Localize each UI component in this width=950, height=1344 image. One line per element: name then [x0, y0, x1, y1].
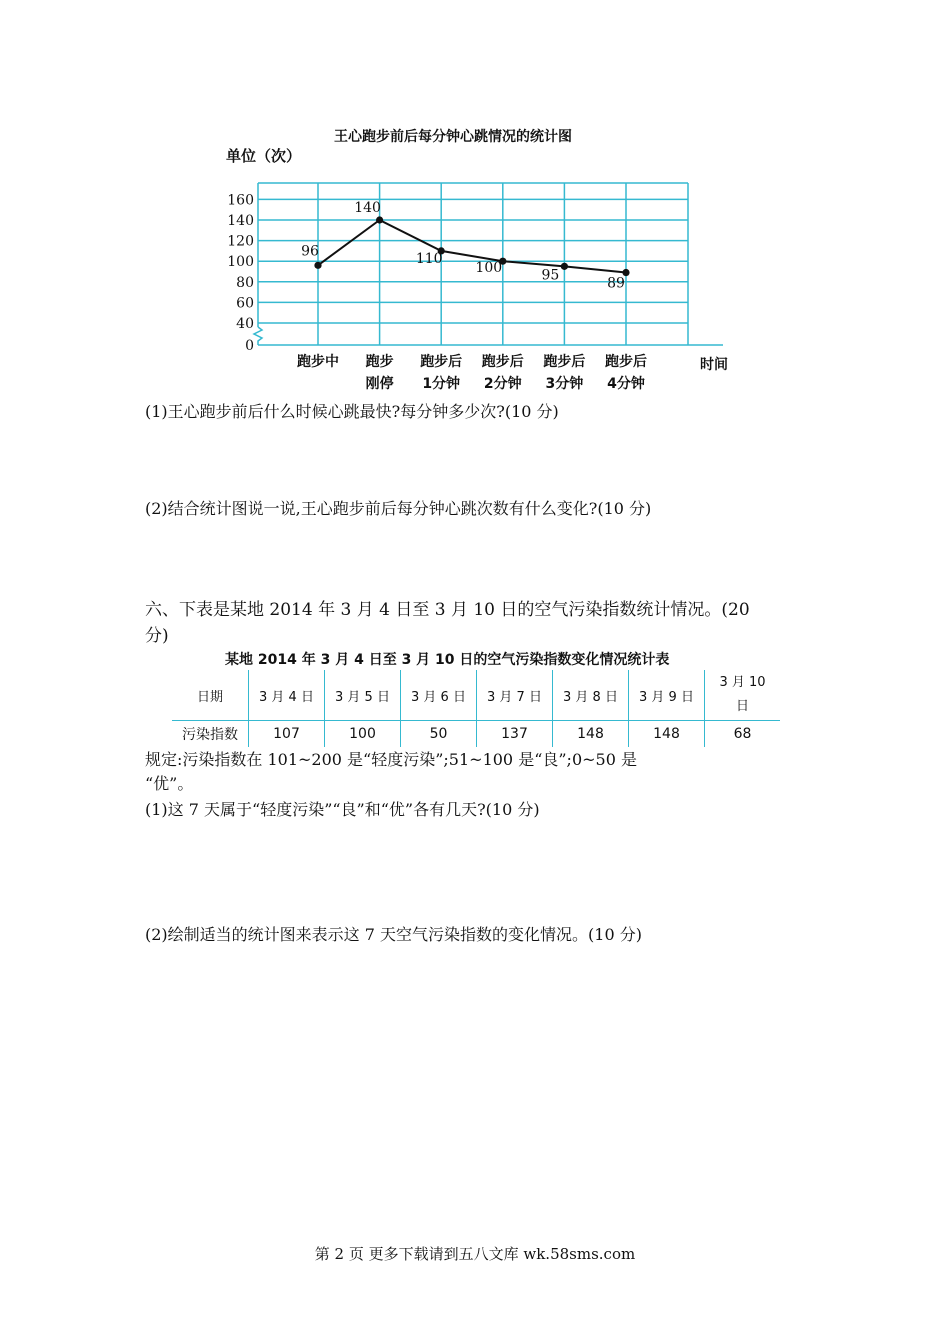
y-tick-label: 160	[227, 192, 254, 209]
table-cell-value: 107	[249, 721, 325, 748]
section-6-heading-line2: 分)	[145, 626, 169, 646]
y-tick-label: 40	[236, 316, 254, 332]
y-tick-label: 140	[227, 213, 254, 229]
table-cell-date-last-line1: 3 月 10	[719, 675, 766, 690]
page-footer: 第 2 页 更多下载请到五八文库 wk.58sms.com	[314, 1245, 636, 1263]
pollution-table	[172, 670, 780, 747]
table-title: 某地 2014 年 3 月 4 日至 3 月 10 日的空气污染指数变化情况统计表	[225, 652, 670, 668]
x-tick-label: 3分钟	[545, 376, 584, 390]
table-cell-value: 100	[325, 721, 401, 748]
rule-line-2: “优”。	[145, 774, 194, 793]
x-tick-label: 跑步后	[420, 354, 463, 370]
table-cell-date: 3 月 4 日	[249, 670, 325, 721]
data-label: 100	[475, 260, 503, 277]
table-cell-date-last-line2: 日	[735, 699, 749, 714]
x-tick-label: 刚停	[365, 376, 394, 390]
table-row-dates	[172, 670, 780, 721]
table-cell-value: 148	[553, 721, 629, 748]
section-6-heading	[145, 597, 785, 649]
section-6-question-1: (1)这 7 天属于“轻度污染”“良”和“优”各有几天?(10 分)	[145, 800, 540, 819]
y-axis-break	[254, 327, 262, 345]
data-label: 95	[541, 267, 560, 284]
x-tick-label: 跑步后	[543, 354, 586, 370]
table-row-values	[172, 721, 780, 748]
table-header-index: 污染指数	[182, 727, 238, 743]
x-tick-label: 跑步后	[605, 354, 647, 370]
y-axis-label: 单位（次）	[226, 147, 302, 165]
section-6-heading-line1: 六、下表是某地 2014 年 3 月 4 日至 3 月 10 日的空气污染指数统计情况。(20	[145, 600, 750, 620]
data-point	[314, 262, 321, 269]
data-point	[561, 263, 568, 270]
section-6-question-2: (2)绘制适当的统计图来表示这 7 天空气污染指数的变化情况。(10 分)	[145, 925, 642, 944]
data-series-line	[318, 220, 626, 273]
x-tick-label: 跑步	[365, 354, 394, 370]
x-tick-label: 1分钟	[422, 376, 461, 390]
y-tick-label: 0	[245, 338, 254, 354]
data-label: 96	[301, 243, 319, 260]
table-cell-date: 3 月 9 日	[629, 670, 705, 721]
table-cell-date: 3 月 6 日	[401, 670, 477, 721]
table-cell-date: 3 月 8 日	[553, 670, 629, 721]
y-tick-label: 60	[236, 295, 254, 312]
question-1: (1)王心跑步前后什么时候心跳最快?每分钟多少次?(10 分)	[145, 402, 559, 421]
data-label: 140	[354, 200, 381, 216]
y-tick-label: 80	[236, 274, 254, 291]
chart-title: 王心跑步前后每分钟心跳情况的统计图	[334, 129, 572, 145]
data-label: 89	[607, 275, 625, 292]
rule-text	[145, 748, 637, 796]
table-cell-value: 50	[401, 721, 477, 748]
heart-rate-line-chart	[215, 140, 735, 390]
table-header-date: 日期	[172, 670, 249, 721]
x-tick-label: 跑步中	[297, 354, 339, 370]
x-tick-label: 跑步后	[481, 354, 524, 370]
y-tick-label: 120	[227, 233, 254, 250]
data-label: 110	[415, 250, 443, 267]
table-cell-value: 137	[477, 721, 553, 748]
question-2: (2)结合统计图说一说,王心跑步前后每分钟心跳次数有什么变化?(10 分)	[145, 499, 652, 518]
data-point	[376, 216, 383, 223]
y-tick-label: 100	[227, 254, 254, 271]
x-tick-label: 4分钟	[607, 376, 645, 390]
table-cell-date: 3 月 7 日	[477, 670, 553, 721]
table-cell-date-last	[705, 670, 781, 721]
rule-line-1: 规定:污染指数在 101~200 是“轻度污染”;51~100 是“良”;0~50 是	[145, 750, 637, 769]
x-axis-label: 时间	[700, 357, 728, 373]
table-cell-value: 68	[705, 721, 781, 748]
table-cell-value: 148	[629, 721, 705, 748]
x-tick-label: 2分钟	[483, 376, 522, 390]
table-cell-date: 3 月 5 日	[325, 670, 401, 721]
